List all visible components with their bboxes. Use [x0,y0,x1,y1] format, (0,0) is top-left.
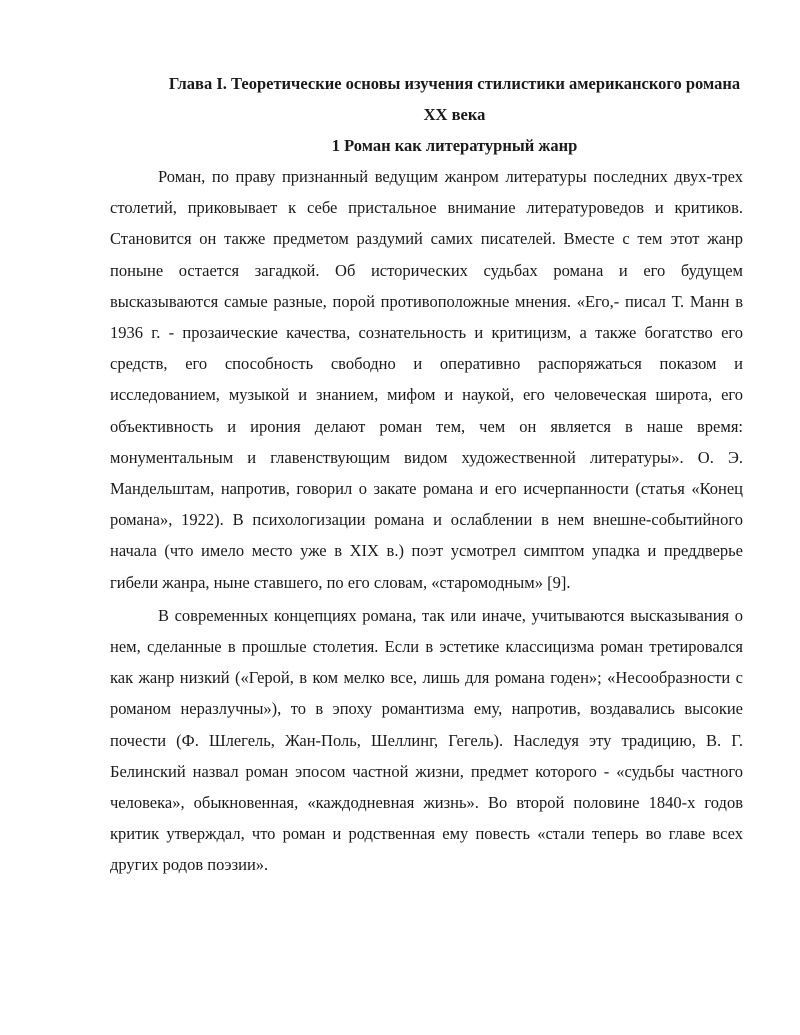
paragraph-1: Роман, по праву признанный ведущим жанром литературы последних двух-трех столетий, приковывает к себе пристальное внимание литературоведов и критиков. Становится он также предметом раздумий самих писателей. Вместе с тем этот жанр поныне остается загадкой. Об исторических судьбах романа и его будущем высказываются самые разные, порой противоположные мнения. «Его,- писал Т. Манн в 1936 г. - прозаические качества, сознательность и критицизм, а также богатство его средств, его способность свободно и оперативно распоряжаться показом и исследованием, музыкой и знанием, мифом и наукой, его человеческая широта, его объективность и ирония делают роман тем, чем он является в наше время: монументальным и главенствующим видом художественной литературы». О. Э. Мандельштам, напротив, говорил о закате романа и его исчерпанности (статья «Конец романа», 1922). В психологизации романа и ослаблении в нем внешне-событийного начала (что имело место уже в XIX в.) поэт усмотрел симптом упадка и преддверье гибели жанра, ныне ставшего, по его словам, «старомодным» [9]. [110,167,743,592]
paragraph-2: В современных концепциях романа, так или иначе, учитываются высказывания о нем, сделанные в прошлые столетия. Если в эстетике классицизма роман третировался как жанр низкий («Герой, в ком мелко все, лишь для романа годен»; «Несообразности с романом неразлучны»), то в эпоху романтизма ему, напротив, воздавались высокие почести (Ф. Шлегель, Жан-Поль, Шеллинг, Гегель). Наследуя эту традицию, В. Г. Белинский назвал роман эпосом частной жизни, предмет которого - «судьбы частного человека», обыкновенная, «каждодневная жизнь». Во второй половине 1840-х годов критик утверждал, что роман и родственная ему повесть «стали теперь во главе всех других родов поэзии». [110,605,743,875]
section-title: 1 Роман как литературный жанр [331,136,578,155]
document-page [110,68,743,881]
chapter-title: Глава I. Теоретические основы изучения стилистики американского романа XX века [168,74,741,124]
